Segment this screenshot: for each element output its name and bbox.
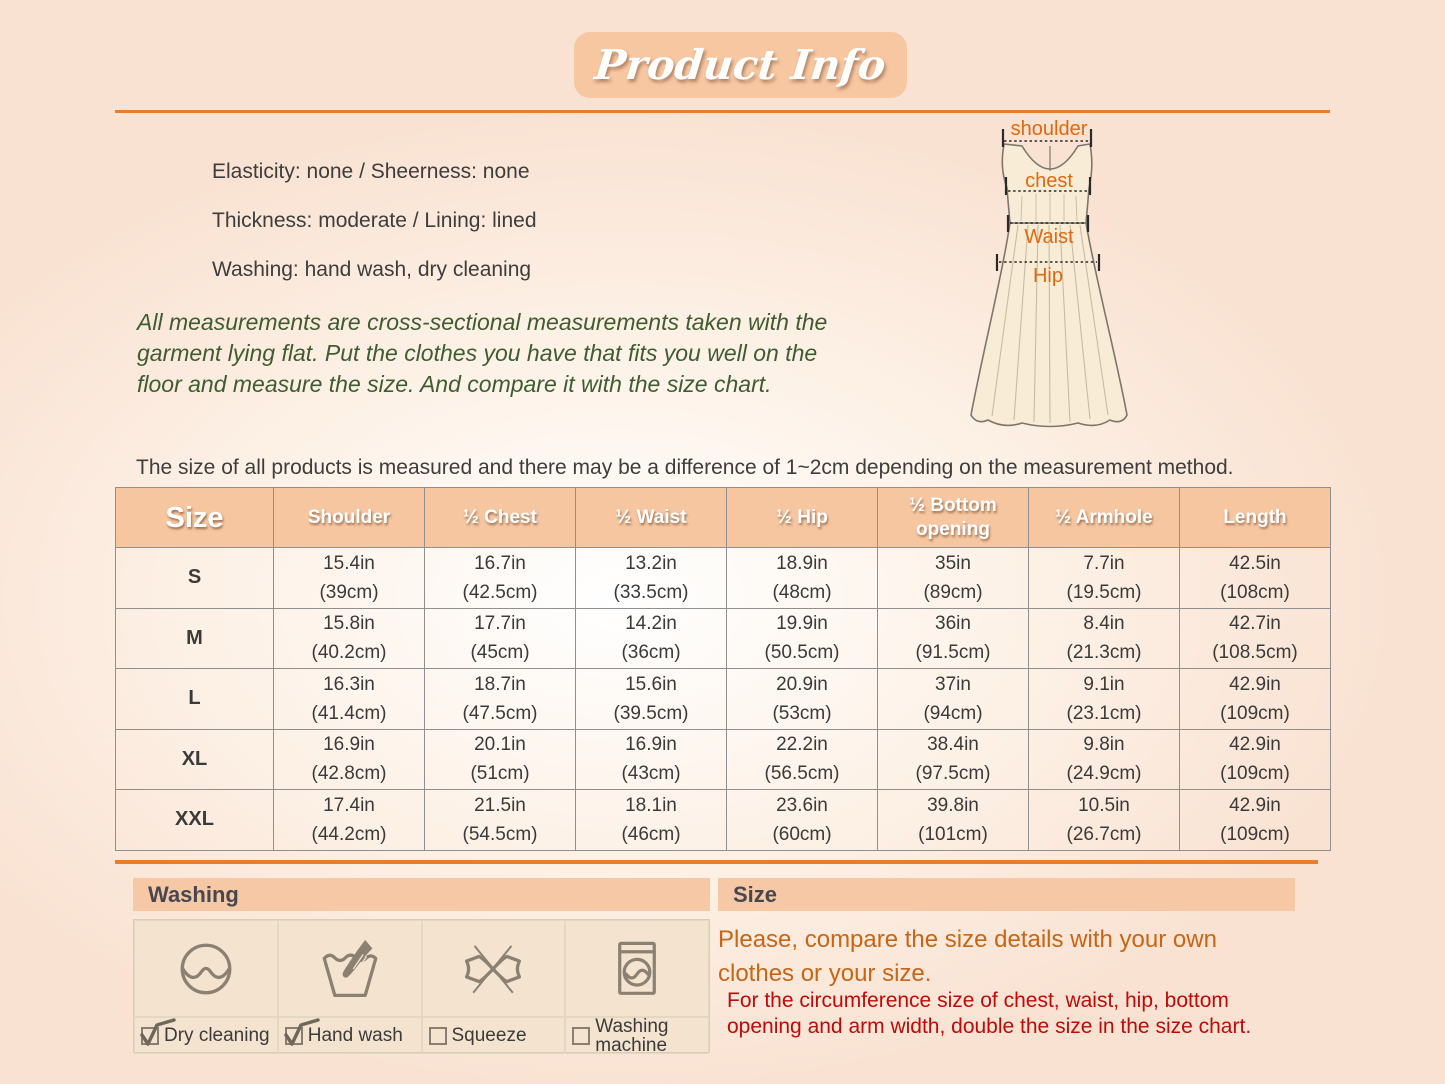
wash-icon-cell	[134, 920, 278, 1017]
measurement-cell: 18.9in (48cm)	[727, 548, 878, 609]
measurement-cell: 18.7in (47.5cm)	[425, 669, 576, 730]
wash-label-cell	[422, 1017, 566, 1054]
washing-title: Washing	[148, 881, 239, 907]
dress-diagram	[952, 116, 1192, 436]
banner	[574, 32, 907, 98]
measurement-cell: 22.2in (56.5cm)	[727, 729, 878, 790]
bottom-divider	[115, 860, 1318, 864]
measurement-cell: 42.5in (108cm)	[1180, 548, 1331, 609]
measurement-cell: 20.9in (53cm)	[727, 669, 878, 730]
check-mark-icon	[282, 1016, 320, 1050]
washing-section-header	[133, 878, 710, 911]
table-row	[116, 608, 1331, 669]
page-title: Product Info	[592, 41, 889, 89]
checkbox	[429, 1027, 447, 1045]
header-shoulder: Shoulder	[274, 488, 425, 548]
squeeze-icon	[458, 936, 528, 1002]
wash-icon-cell	[565, 920, 709, 1017]
shoulder-label: shoulder	[1010, 118, 1088, 140]
size-section-header	[718, 878, 1295, 911]
measurement-cell: 17.4in (44.2cm)	[274, 790, 425, 851]
header-half-bottom-opening: ½ Bottom opening	[878, 488, 1029, 548]
size-title: Size	[733, 881, 778, 907]
measurement-cell: 42.9in (109cm)	[1180, 669, 1331, 730]
size-label: XXL	[116, 790, 274, 851]
dry-cleaning-icon	[173, 936, 239, 1002]
dress-illustration-icon	[952, 116, 1192, 436]
size-table-body	[116, 548, 1331, 851]
washing-grid	[133, 919, 710, 1056]
measurement-cell: 13.2in (33.5cm)	[576, 548, 727, 609]
measurement-cell: 10.5in (26.7cm)	[1029, 790, 1180, 851]
measurement-cell: 7.7in (19.5cm)	[1029, 548, 1180, 609]
measurement-cell: 16.3in (41.4cm)	[274, 669, 425, 730]
size-label: S	[116, 548, 274, 609]
measurement-cell: 18.1in (46cm)	[576, 790, 727, 851]
measurement-cell: 9.1in (23.1cm)	[1029, 669, 1180, 730]
size-table	[115, 487, 1331, 851]
header-half-chest: ½ Chest	[425, 488, 576, 548]
table-row	[116, 729, 1331, 790]
table-row	[116, 790, 1331, 851]
washing-machine-icon	[605, 937, 669, 1001]
measurement-cell: 21.5in (54.5cm)	[425, 790, 576, 851]
table-row	[116, 669, 1331, 730]
measurement-cell: 16.9in (43cm)	[576, 729, 727, 790]
wash-label-cell	[134, 1017, 278, 1054]
measurement-cell: 17.7in (45cm)	[425, 608, 576, 669]
wash-option-label: Dry cleaning	[164, 1025, 270, 1046]
checkbox	[285, 1027, 303, 1045]
product-details	[212, 161, 537, 308]
check-mark-icon	[138, 1016, 176, 1050]
measurement-cell: 15.4in (39cm)	[274, 548, 425, 609]
measurement-note: All measurements are cross-sectional measurements taken with the garment lying flat. Put the clothes you have that fits you well on the floor and measure the size. And compare it with the size chart.	[137, 309, 828, 397]
size-note-primary: Please, compare the size details with your own clothes or your size.	[718, 926, 1217, 987]
measurement-cell: 42.9in (109cm)	[1180, 729, 1331, 790]
wash-label-cell	[278, 1017, 422, 1054]
measurement-cell: 19.9in (50.5cm)	[727, 608, 878, 669]
table-note: The size of all products is measured and there may be a difference of 1~2cm depending on the measurement method.	[136, 456, 1234, 479]
detail-elasticity: Elasticity: none / Sheerness: none	[212, 160, 530, 183]
wash-label-cell	[565, 1017, 709, 1054]
measurement-cell: 23.6in (60cm)	[727, 790, 878, 851]
measurement-cell: 39.8in (101cm)	[878, 790, 1029, 851]
chest-label: chest	[1025, 170, 1073, 192]
checkbox	[572, 1027, 590, 1045]
measurement-cell: 35in (89cm)	[878, 548, 1029, 609]
waist-label: Waist	[1024, 226, 1074, 248]
measurement-cell: 15.8in (40.2cm)	[274, 608, 425, 669]
table-row	[116, 548, 1331, 609]
size-note-secondary: For the circumference size of chest, waist, hip, bottom opening and arm width, double the size in the size chart.	[727, 989, 1252, 1038]
measurement-cell: 38.4in (97.5cm)	[878, 729, 1029, 790]
measurement-cell: 42.9in (109cm)	[1180, 790, 1331, 851]
measurement-cell: 36in (91.5cm)	[878, 608, 1029, 669]
header-half-hip: ½ Hip	[727, 488, 878, 548]
size-label: M	[116, 608, 274, 669]
size-label: L	[116, 669, 274, 730]
hand-wash-icon	[317, 936, 383, 1002]
table-header-row	[116, 488, 1331, 548]
checkbox	[141, 1027, 159, 1045]
wash-icon-cell	[278, 920, 422, 1017]
wash-option-label: Washing machine	[595, 1015, 669, 1056]
header-half-armhole: ½ Armhole	[1029, 488, 1180, 548]
wash-option-label: Hand wash	[307, 1025, 403, 1046]
wash-icon-cell	[422, 920, 566, 1017]
header-length: Length	[1180, 488, 1331, 548]
wash-option-label: Squeeze	[451, 1025, 527, 1046]
top-divider	[115, 110, 1330, 113]
measurement-cell: 20.1in (51cm)	[425, 729, 576, 790]
header-half-waist: ½ Waist	[576, 488, 727, 548]
measurement-cell: 16.7in (42.5cm)	[425, 548, 576, 609]
measurement-cell: 16.9in (42.8cm)	[274, 729, 425, 790]
measurement-cell: 9.8in (24.9cm)	[1029, 729, 1180, 790]
measurement-cell: 42.7in (108.5cm)	[1180, 608, 1331, 669]
measurement-cell: 37in (94cm)	[878, 669, 1029, 730]
hip-label: Hip	[1032, 265, 1064, 287]
detail-thickness: Thickness: moderate / Lining: lined	[212, 209, 537, 232]
header-size: Size	[116, 488, 274, 548]
size-label: XL	[116, 729, 274, 790]
detail-washing: Washing: hand wash, dry cleaning	[212, 258, 532, 281]
measurement-cell: 15.6in (39.5cm)	[576, 669, 727, 730]
measurement-cell: 14.2in (36cm)	[576, 608, 727, 669]
measurement-cell: 8.4in (21.3cm)	[1029, 608, 1180, 669]
